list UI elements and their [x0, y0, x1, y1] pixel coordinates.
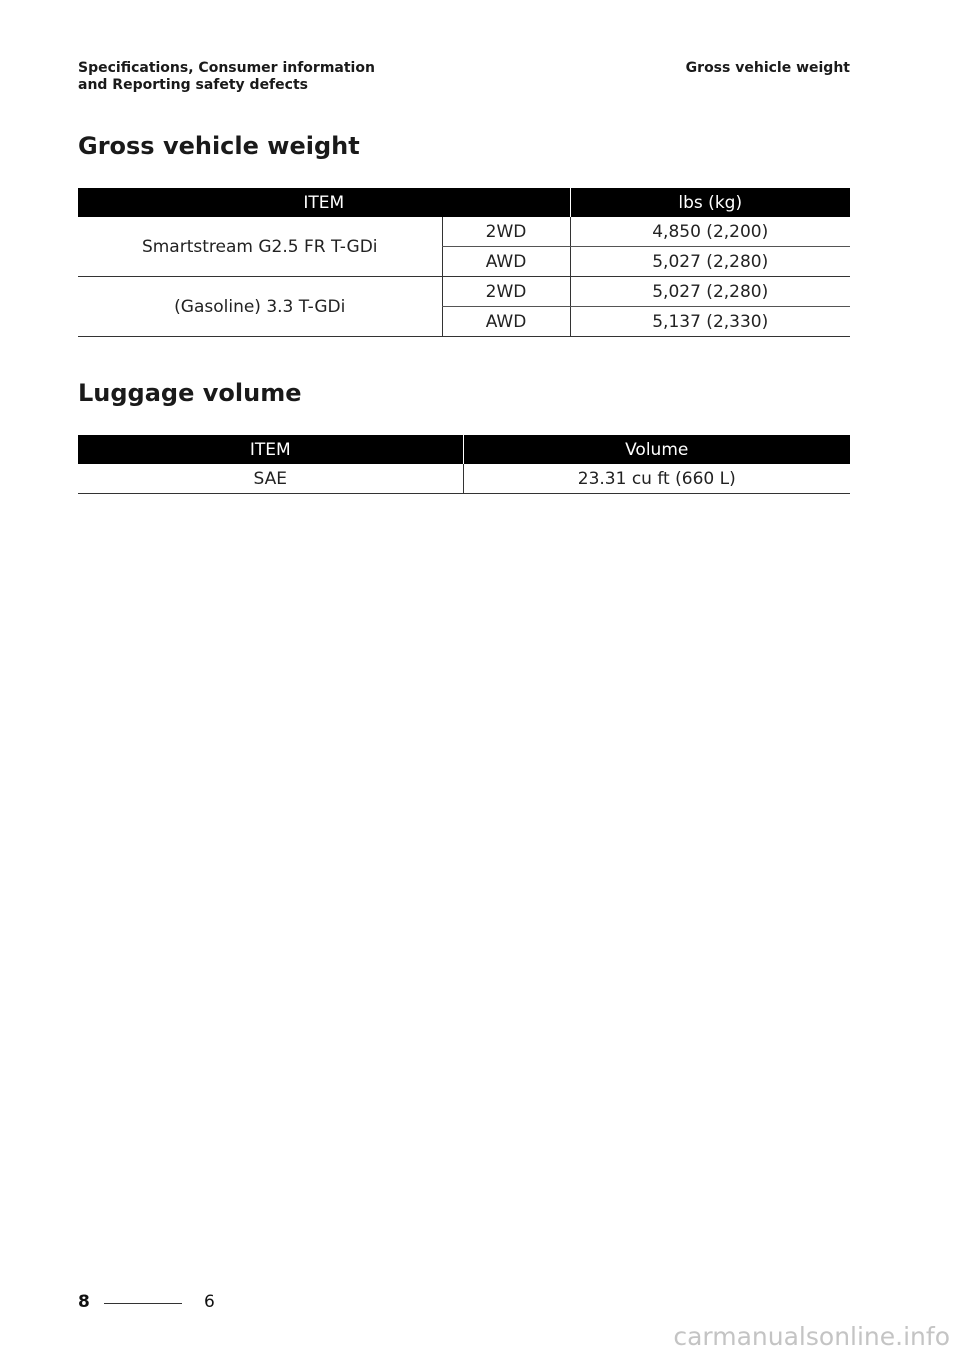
gross-vehicle-weight-table	[78, 188, 850, 337]
drive-cell: AWD	[442, 247, 570, 277]
table-row	[78, 464, 850, 494]
column-header-item: ITEM	[78, 188, 570, 217]
gross-vehicle-weight-title: Gross vehicle weight	[78, 132, 360, 160]
running-header-line-2: and Reporting safety defects	[78, 77, 308, 93]
weight-cell: 5,027 (2,280)	[570, 247, 850, 277]
luggage-volume-title: Luggage volume	[78, 379, 302, 407]
table-header-row	[78, 188, 850, 217]
running-header-section	[78, 60, 375, 94]
column-header-weight: lbs (kg)	[570, 188, 850, 217]
table-header-row	[78, 435, 850, 464]
column-header-item: ITEM	[78, 435, 463, 464]
running-header-topic: Gross vehicle weight	[685, 60, 850, 76]
page-number: 6	[204, 1292, 215, 1312]
drive-cell: 2WD	[442, 217, 570, 247]
footer-divider	[104, 1303, 182, 1304]
volume-cell: 23.31 cu ft (660 L)	[463, 464, 850, 494]
item-cell: SAE	[78, 464, 463, 494]
running-header-line-1: Specifications, Consumer information	[78, 60, 375, 76]
table-row	[78, 277, 850, 307]
drive-cell: AWD	[442, 307, 570, 337]
chapter-number: 8	[78, 1292, 90, 1312]
watermark: carmanualsonline.info	[673, 1322, 950, 1351]
column-header-volume: Volume	[463, 435, 850, 464]
luggage-volume-table	[78, 435, 850, 494]
weight-cell: 5,027 (2,280)	[570, 277, 850, 307]
drive-cell: 2WD	[442, 277, 570, 307]
engine-cell: (Gasoline) 3.3 T-GDi	[78, 277, 442, 337]
table-row	[78, 217, 850, 247]
engine-cell: Smartstream G2.5 FR T-GDi	[78, 217, 442, 277]
weight-cell: 4,850 (2,200)	[570, 217, 850, 247]
weight-cell: 5,137 (2,330)	[570, 307, 850, 337]
